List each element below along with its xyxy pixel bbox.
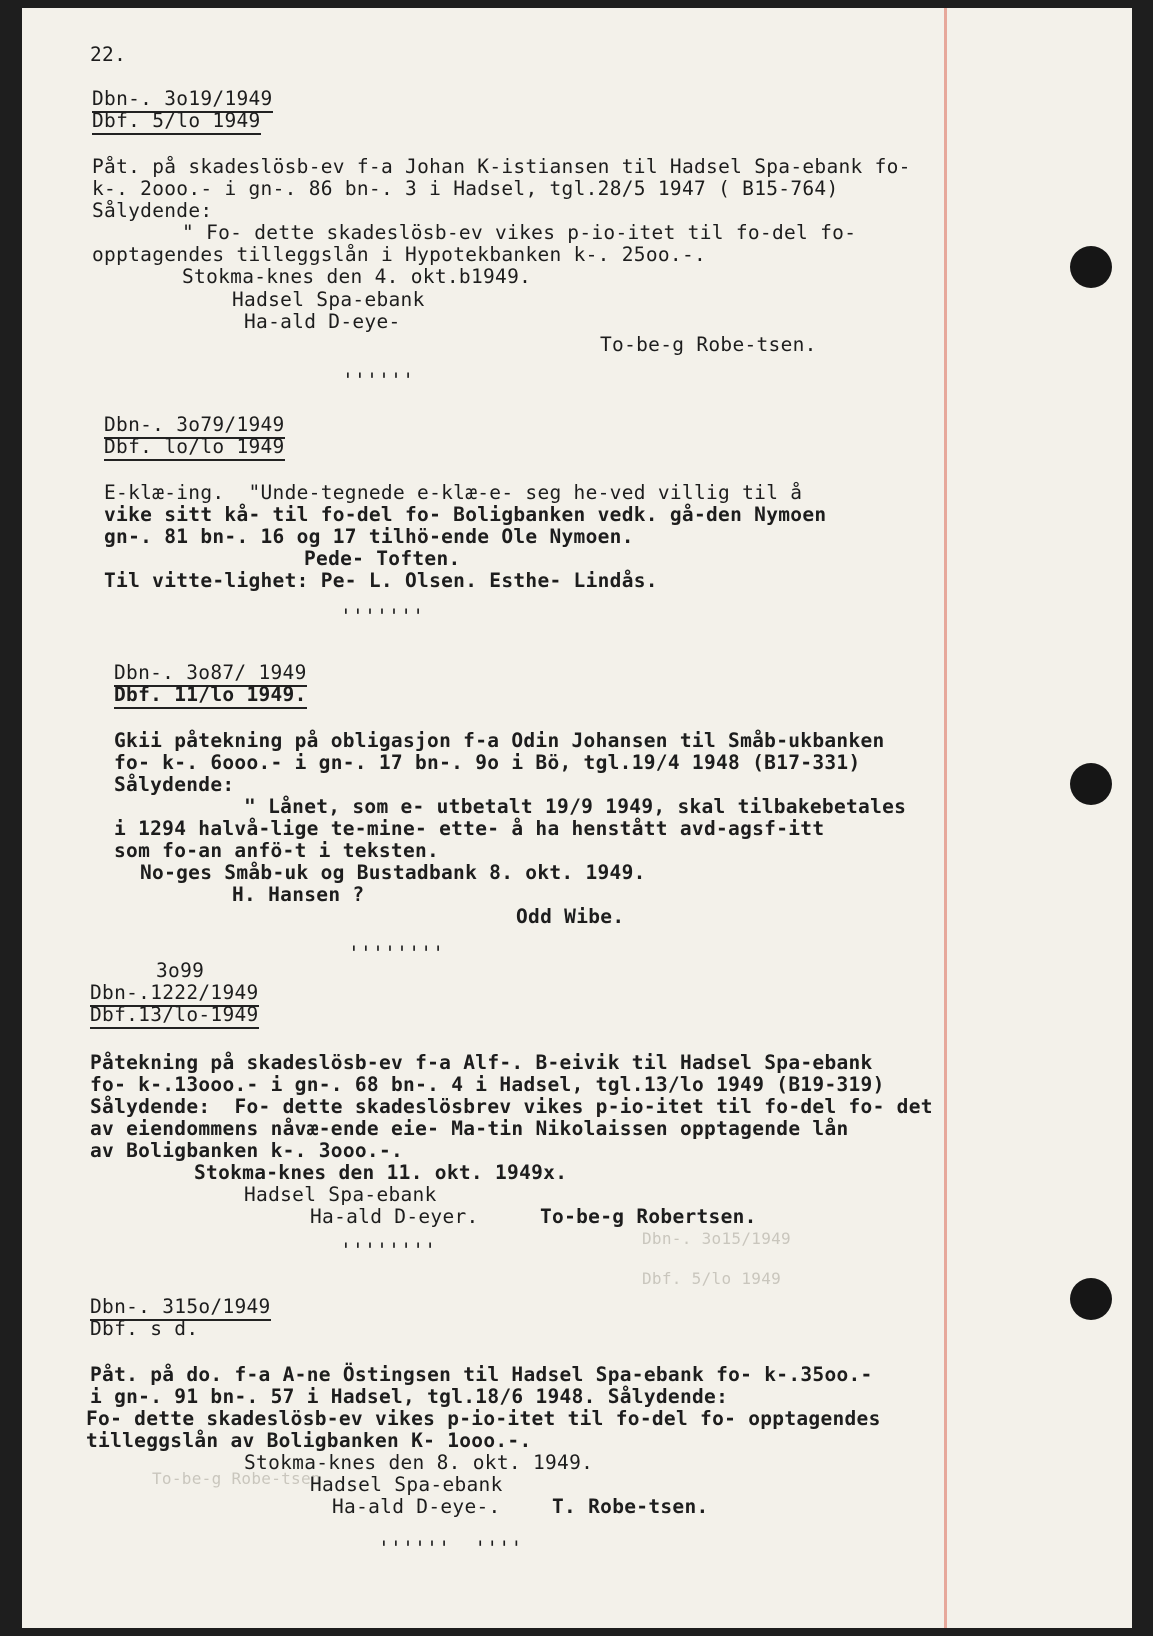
- entry-line: Ha-ald D-eye-.: [332, 1495, 501, 1518]
- entry-line: T. Robe-tsen.: [552, 1495, 709, 1518]
- entry-line: vike sitt kå- til fo-del fo- Boligbanken vedk. gå-den Nymoen: [104, 503, 827, 526]
- entry-line: tilleggslån av Boligbanken K- 1ooo.-.: [86, 1429, 532, 1452]
- punch-hole-top: [1070, 246, 1112, 288]
- entry-line: Fo- dette skadeslösb-ev vikes p-io-itet til fo-del fo- opptagendes: [86, 1407, 881, 1430]
- bleed-through-text: To-be-g Robe-tsen: [152, 1469, 321, 1488]
- entry-line: av Boligbanken k-. 3ooo.-.: [90, 1139, 404, 1162]
- entry-date: Dbf. lo/lo 1949: [104, 436, 285, 461]
- entry-line: Gkii påtekning på obligasjon f-a Odin Johansen til Småb-ukbanken: [114, 729, 885, 752]
- entry-line: gn-. 81 bn-. 16 og 17 tilhö-ende Ole Nymoen.: [104, 525, 634, 548]
- entry-line: Stokma-knes den 11. okt. 1949x.: [194, 1161, 568, 1184]
- entry-line: Pede- Toften.: [304, 547, 461, 570]
- entry-date: Dbf. s d.: [90, 1317, 199, 1340]
- entry-line: To-be-g Robertsen.: [540, 1205, 757, 1228]
- entry-line: Påt. på do. f-a A-ne Östingsen til Hadsel Spa-ebank fo- k-.35oo.-: [90, 1363, 873, 1386]
- punch-hole-bottom: [1070, 1278, 1112, 1320]
- entry-line: To-be-g Robe-tsen.: [600, 333, 817, 356]
- entry-line: " Fo- dette skadeslösb-ev vikes p-io-itet til fo-del fo-: [182, 221, 857, 244]
- entry-line: H. Hansen ?: [232, 883, 365, 906]
- bleed-through-text: Dbn-. 3o15/1949: [642, 1229, 791, 1248]
- entry-line: Sålydende:: [92, 199, 213, 222]
- entry-line: Stokma-knes den 4. okt.b1949.: [182, 265, 532, 288]
- entry-ref: Dbn-.1222/1949: [90, 982, 259, 1007]
- entry-line: Stokma-knes den 8. okt. 1949.: [244, 1451, 594, 1474]
- entry-ref: Dbn-. 3o79/1949: [104, 414, 285, 439]
- entry-line: k-. 2ooo.- i gn-. 86 bn-. 3 i Hadsel, tgl.28/5 1947 ( B15-764): [92, 177, 839, 200]
- entry-line: Odd Wibe.: [516, 905, 625, 928]
- entry-line: Hadsel Spa-ebank: [232, 288, 425, 311]
- entry-line: Ha-ald D-eye-: [244, 310, 401, 333]
- entry-line: Til vitte-lighet: Pe- L. Olsen. Esthe- Lindås.: [104, 569, 658, 592]
- entry-line: fo- k-. 6ooo.- i gn-. 17 bn-. 9o i Bö, tgl.19/4 1948 (B17-331): [114, 751, 861, 774]
- entry-line: opptagendes tilleggslån i Hypotekbanken k-. 25oo.-.: [92, 243, 707, 266]
- entry-line: " Lånet, som e- utbetalt 19/9 1949, skal tilbakebetales: [244, 795, 907, 818]
- entry-line: Ha-ald D-eyer.: [310, 1205, 479, 1228]
- entry-line: E-klæ-ing. "Unde-tegnede e-klæ-e- seg he-ved villig til å: [104, 481, 803, 504]
- entry-separator: '''''' '''': [378, 1537, 523, 1560]
- entry-line: i gn-. 91 bn-. 57 i Hadsel, tgl.18/6 1948. Sålydende:: [90, 1385, 729, 1408]
- ledger-page: [22, 8, 1132, 1628]
- entry-date: Dbf. 5/lo 1949: [92, 110, 261, 135]
- entry-line: Hadsel Spa-ebank: [244, 1183, 437, 1206]
- bleed-through-text: Dbf. 5/lo 1949: [642, 1269, 782, 1288]
- entry-line: fo- k-.13ooo.- i gn-. 68 bn-. 4 i Hadsel, tgl.13/lo 1949 (B19-319): [90, 1073, 885, 1096]
- entry-line: No-ges Småb-uk og Bustadbank 8. okt. 1949.: [140, 861, 646, 884]
- entry-separator: ''''''': [340, 605, 425, 628]
- entry-ref: Dbn-. 315o/1949: [90, 1296, 271, 1321]
- entry-ref: Dbn-. 3o87/ 1949: [114, 662, 307, 687]
- entry-separator: '''''': [342, 369, 415, 392]
- entry-line: Hadsel Spa-ebank: [310, 1473, 503, 1496]
- entry-line: av eiendommens nåvæ-ende eie- Ma-tin Nikolaissen opptagende lån: [90, 1117, 849, 1140]
- page-number: 22.: [90, 43, 127, 66]
- margin-rule: [944, 8, 947, 1628]
- entry-date: Dbf.13/lo-1949: [90, 1004, 259, 1029]
- entry-line: Påtekning på skadeslösb-ev f-a Alf-. B-eivik til Hadsel Spa-ebank: [90, 1051, 873, 1074]
- punch-hole-middle: [1070, 763, 1112, 805]
- entry-ref-correction: 3o99: [156, 959, 205, 982]
- entry-ref: Dbn-. 3o19/1949: [92, 88, 273, 113]
- entry-line: Sålydende:: [114, 773, 235, 796]
- entry-separator: '''''''': [348, 942, 445, 965]
- entry-separator: '''''''': [340, 1239, 437, 1262]
- entry-line: som fo-an anfö-t i teksten.: [114, 839, 440, 862]
- entry-line: Sålydende: Fo- dette skadeslösbrev vikes p-io-itet til fo-del fo- det: [90, 1095, 933, 1118]
- entry-line: i 1294 halvå-lige te-mine- ette- å ha henstått avd-agsf-itt: [114, 817, 825, 840]
- entry-line: Påt. på skadeslösb-ev f-a Johan K-istiansen til Hadsel Spa-ebank fo-: [92, 155, 911, 178]
- entry-date: Dbf. 11/lo 1949.: [114, 684, 307, 709]
